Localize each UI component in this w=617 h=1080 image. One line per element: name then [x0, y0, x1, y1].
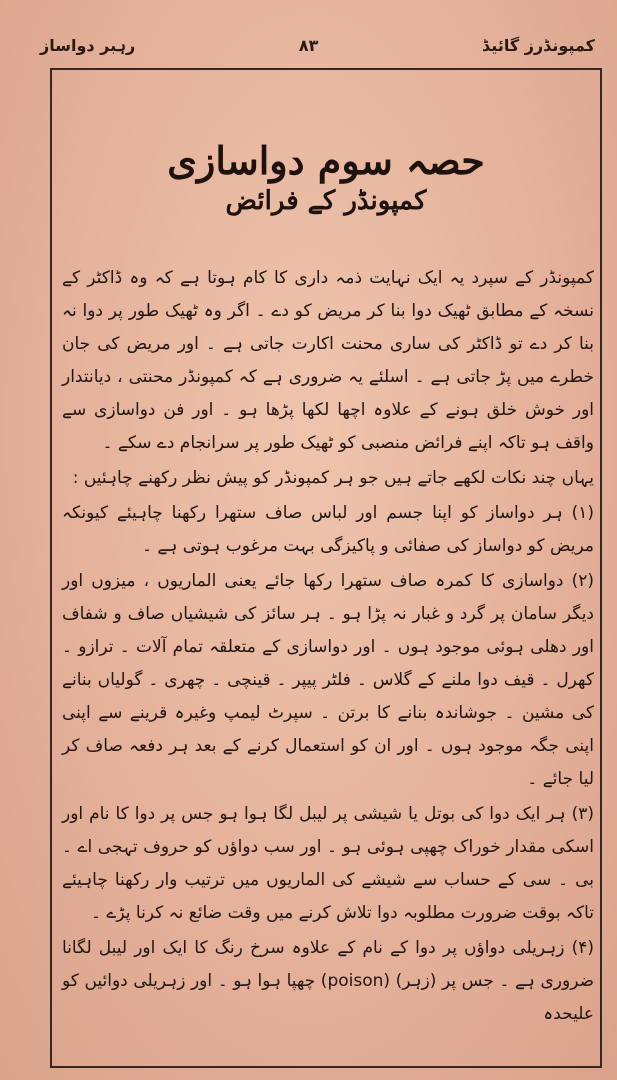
- title-block: [50, 140, 602, 216]
- running-head: [40, 30, 595, 60]
- running-head-right: کمپونڈرز گائیڈ: [482, 35, 595, 55]
- section-title: حصہ سوم دواسازی: [167, 138, 485, 183]
- paragraph-points-heading: یہاں چند نکات لکھے جاتے ہیں جو ہر کمپونڈر کو پیش نظر رکھنے چاہئیں :: [72, 468, 594, 488]
- running-head-left: رہبر دواساز: [40, 35, 136, 55]
- section-subtitle: کمپونڈر کے فرائض: [225, 185, 427, 216]
- page-number: ۸۳: [298, 35, 319, 55]
- paragraph-point-3: (۳) ہر ایک دوا کی بوتل یا شیشی پر لیبل لگا ہوا ہو جس پر دوا کا نام اور اسکی مقدار خوراک چھپی ہوئی ہو ۔ اور سب دواؤں کو حروف تہجی اے ۔ بی ۔ سی کے حساب سے شیشے کی الماریوں میں ترتیب وار رکھنا چاہیئے تاکہ بوقت ضرورت مطلوبہ دوا تلاش کرنے میں وقت ضائع نہ کرنا پڑے ۔: [62, 804, 594, 923]
- paragraph-point-4: (۴) زہریلی دواؤں پر دوا کے نام کے علاوہ سرخ رنگ کا ایک اور لیبل لگانا ضروری ہے ۔ جس پر (زہر) (poison) چھپا ہوا ہو ۔ اور زہریلی دوائیں کو علیحدہ: [62, 938, 595, 1024]
- paragraph-intro: کمپونڈر کے سپرد یہ ایک نہایت ذمہ داری کا کام ہوتا ہے کہ وہ ڈاکٹر کے نسخہ کے مطابق ٹھیک دوا بنا کر مریض کو دے ۔ اگر وہ ٹھیک طور پر دوا نہ بنا کر دے تو ڈاکٹر کی ساری محنت اکارت جاتی ہے ۔ اور مریض کی جان خطرے میں پڑ جاتی ہے ۔ اسلئے یہ ضروری ہے کہ کمپونڈر محنتی ، دیانتدار اور خوش خلق ہونے کے علاوہ اچھا لکھا پڑھا ہو ۔ اور فن دواسازی سے واقف ہو تاکہ اپنے فرائض منصبی کو ٹھیک طور پر سرانجام دے سکے ۔: [62, 268, 594, 453]
- paragraph-point-2: (۲) دواسازی کا کمرہ صاف ستھرا رکھا جائے یعنی الماریوں ، میزوں اور دیگر سامان پر گرد و غبار نہ پڑا ہو ۔ ہر سائز کی شیشیاں صاف و شفاف اور دھلی ہوئی موجود ہوں ۔ اور دواسازی کے متعلقہ تمام آلات ۔ ترازو ۔ کھرل ۔ قیف دوا ملنے کے گلاس ۔ فلٹر پیپر ۔ قینچی ۔ چھری ۔ گولیاں بنانے کی مشین ۔ جوشاندہ بنانے کا برتن ۔ سپرٹ لیمپ وغیرہ قرینے سے اپنی اپنی جگہ موجود ہوں ۔ اور ان کو استعمال کرنے کے بعد ہر دفعہ صاف کر لیا جائے ۔: [62, 571, 594, 789]
- paragraph-point-1: (۱) ہر دواساز کو اپنا جسم اور لباس صاف ستھرا رکھنا چاہیئے کیونکہ مریض کو دواساز کی صفائی و پاکیزگی بہت مرغوب ہوتی ہے ۔: [62, 503, 594, 556]
- body-text: [62, 262, 594, 1033]
